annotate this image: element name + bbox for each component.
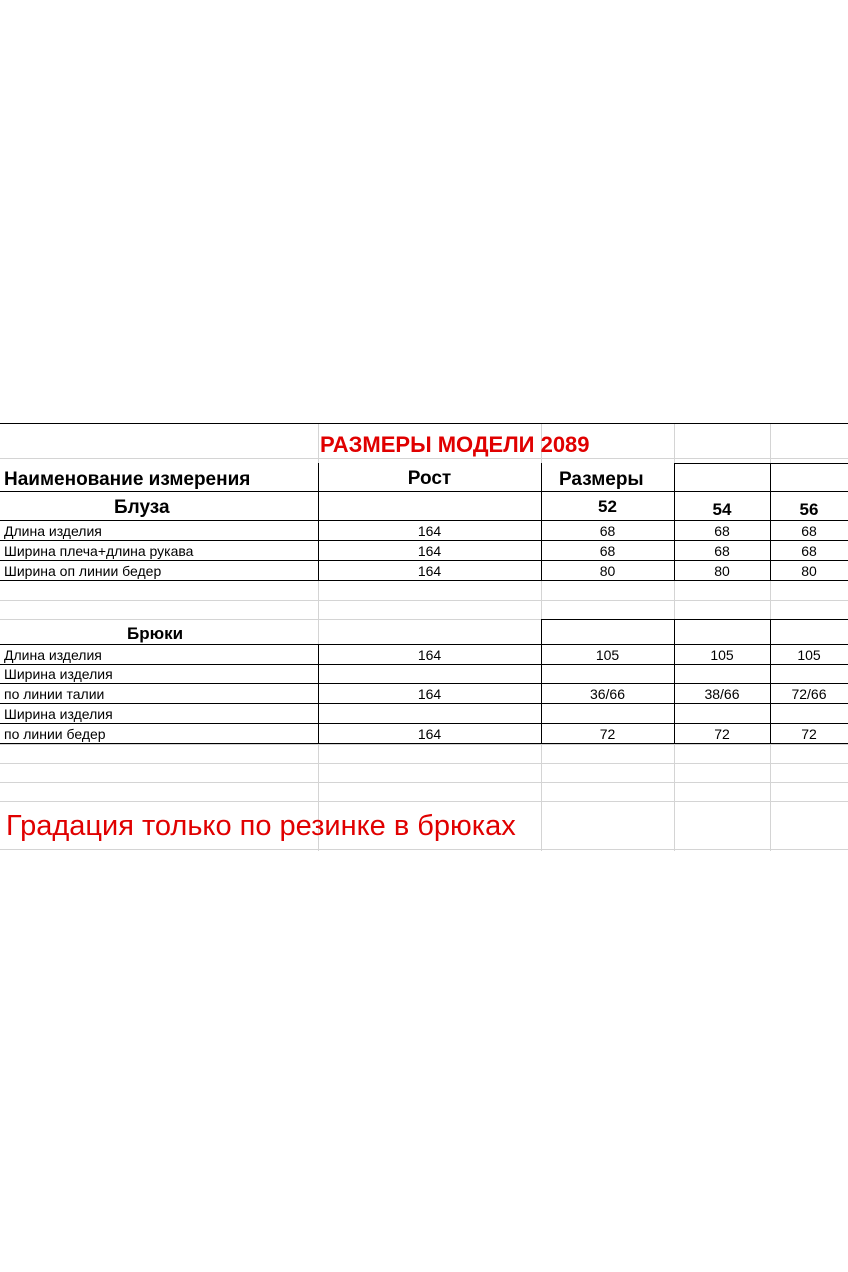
blouse-row-name: Ширина оп линии бедер	[4, 563, 162, 579]
size-56: 56	[799, 500, 819, 519]
gridline	[0, 782, 848, 783]
trousers-row-height: 164	[417, 647, 442, 663]
blouse-row-value-56: 68	[801, 523, 817, 539]
trousers-row-value-56: 72/66	[791, 686, 827, 702]
border	[674, 463, 848, 464]
gridline	[0, 458, 848, 459]
trousers-row-name: Длина изделия	[4, 647, 102, 663]
gridline	[0, 801, 848, 802]
border	[0, 423, 848, 424]
trousers-row-value-54: 105	[710, 647, 734, 663]
blouse-section-label: Блуза	[114, 497, 170, 518]
blouse-row-value-56: 68	[801, 543, 817, 559]
gridline	[0, 600, 848, 601]
trousers-row-value-52: 105	[595, 647, 620, 663]
trousers-row-name: по линии талии	[4, 686, 105, 702]
blouse-row-value-54: 68	[714, 543, 730, 559]
blouse-row-value-56: 80	[801, 563, 817, 579]
trousers-row-name: по линии бедер	[4, 726, 106, 742]
border	[0, 683, 848, 684]
trousers-row-height: 164	[417, 686, 442, 702]
size-chart-sheet	[0, 423, 848, 851]
border	[0, 703, 848, 704]
blouse-row-name: Ширина плеча+длина рукава	[4, 543, 194, 559]
gridline	[0, 763, 848, 764]
border	[0, 560, 848, 561]
trousers-row-value-56: 105	[797, 647, 821, 663]
border	[0, 664, 848, 665]
blouse-row-value-52: 68	[599, 523, 616, 539]
border	[0, 644, 848, 645]
gridline	[0, 744, 848, 745]
size-52: 52	[598, 497, 617, 516]
gradation-note: Градация только по резинке в брюках	[6, 810, 516, 842]
border	[0, 580, 848, 581]
border	[541, 619, 542, 743]
border	[770, 619, 771, 743]
height-header: Рост	[407, 468, 452, 489]
border	[541, 463, 542, 580]
blouse-row-height: 164	[417, 563, 442, 579]
trousers-row-value-56: 72	[801, 726, 817, 742]
trousers-row-value-52: 72	[599, 726, 616, 742]
trousers-row-value-54: 72	[714, 726, 730, 742]
size-54: 54	[712, 500, 732, 519]
border	[674, 619, 675, 743]
border	[674, 463, 675, 580]
border	[0, 491, 848, 492]
trousers-section-label: Брюки	[127, 624, 184, 643]
trousers-row-height: 164	[417, 726, 442, 742]
sizes-header: Размеры	[559, 469, 644, 490]
border	[0, 520, 848, 521]
border	[0, 743, 848, 744]
blouse-row-value-54: 80	[714, 563, 730, 579]
blouse-row-value-54: 68	[714, 523, 730, 539]
page-title: РАЗМЕРЫ МОДЕЛИ 2089	[320, 432, 590, 457]
blouse-row-height: 164	[417, 543, 442, 559]
trousers-row-value-54: 38/66	[704, 686, 740, 702]
blouse-row-height: 164	[417, 523, 442, 539]
trousers-row-value-52: 36/66	[589, 686, 626, 702]
measure-header: Наименование измерения	[4, 469, 251, 490]
border	[541, 619, 848, 620]
border	[0, 723, 848, 724]
gridline	[0, 849, 848, 850]
border	[0, 540, 848, 541]
blouse-row-value-52: 68	[599, 543, 616, 559]
trousers-row-name: Ширина изделия	[4, 706, 113, 722]
blouse-row-value-52: 80	[599, 563, 616, 579]
blouse-row-name: Длина изделия	[4, 523, 102, 539]
trousers-row-name: Ширина изделия	[4, 666, 113, 682]
border	[770, 463, 771, 580]
